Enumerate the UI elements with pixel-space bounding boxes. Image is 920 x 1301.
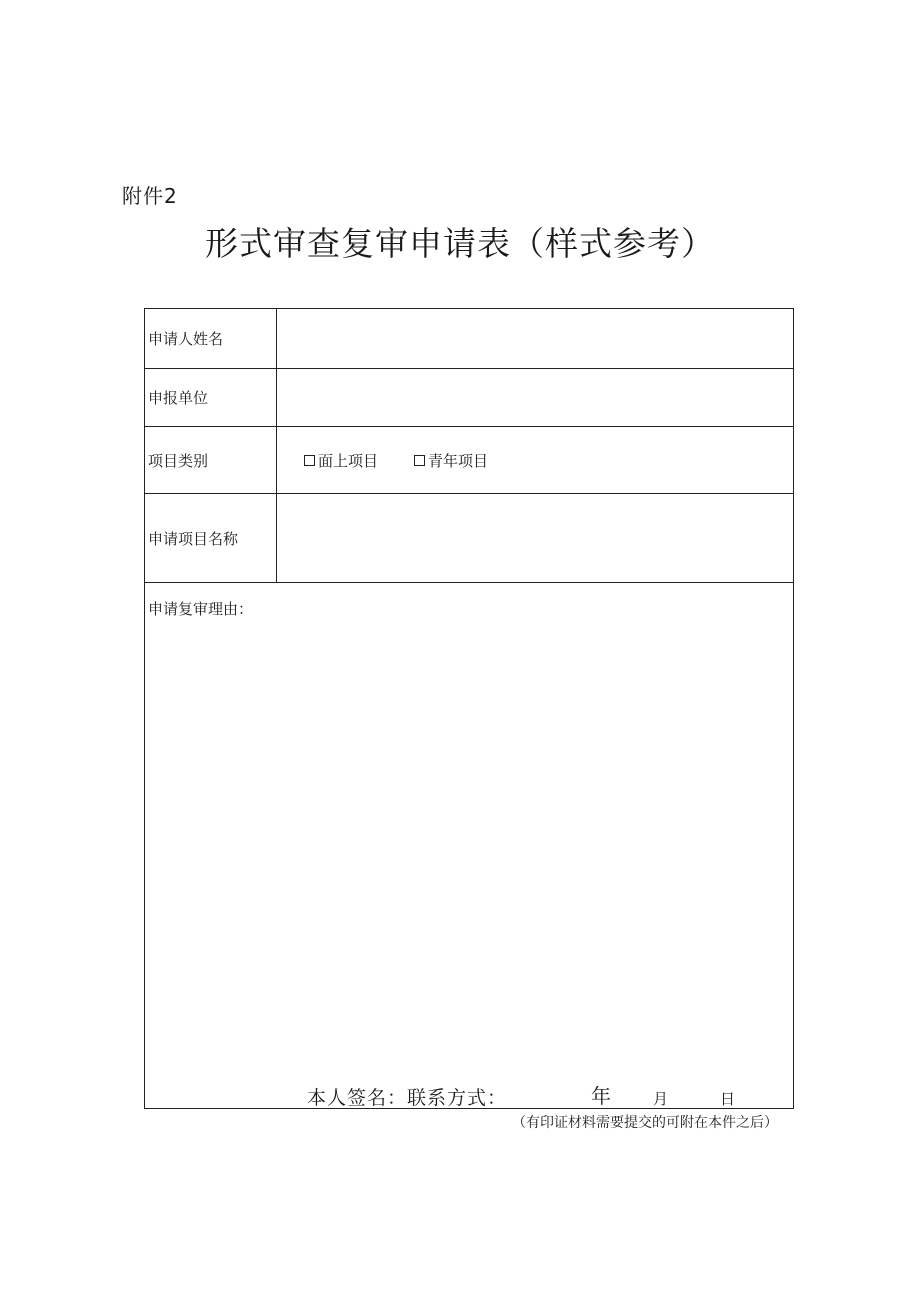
row-reporting-unit <box>145 369 793 427</box>
attachment-label: 附件2 <box>122 184 178 208</box>
option-label: 面上项目 <box>318 451 379 470</box>
row-applicant-name <box>145 309 793 369</box>
date-year: 年 <box>591 1084 611 1108</box>
footer-note: （有印证材料需要提交的可附在本件之后） <box>512 1115 778 1131</box>
signature-contact-label: 本人签名：联系方式： <box>307 1087 508 1109</box>
field-project-name[interactable] <box>277 494 793 582</box>
label-reporting-unit: 申报单位 <box>145 369 277 426</box>
checkbox-general-project[interactable] <box>304 455 315 466</box>
date-month: 月 <box>653 1090 669 1108</box>
row-project-name <box>145 494 793 583</box>
label-project-category: 项目类别 <box>145 427 277 493</box>
label-applicant-name: 申请人姓名 <box>145 309 277 368</box>
label-project-name: 申请项目名称 <box>145 494 277 582</box>
page-title: 形式审查复审申请表（样式参考） <box>205 224 715 263</box>
option-youth-project[interactable] <box>414 450 488 471</box>
row-project-category <box>145 427 793 494</box>
field-reporting-unit[interactable] <box>277 369 793 426</box>
option-label: 青年项目 <box>428 451 489 470</box>
date-day: 日 <box>720 1090 736 1108</box>
field-project-category <box>277 427 793 493</box>
option-general-project[interactable] <box>304 450 378 471</box>
checkbox-youth-project[interactable] <box>414 455 425 466</box>
application-form <box>144 308 794 1109</box>
field-applicant-name[interactable] <box>277 309 793 368</box>
reason-label: 申请复审理由： <box>148 600 254 618</box>
